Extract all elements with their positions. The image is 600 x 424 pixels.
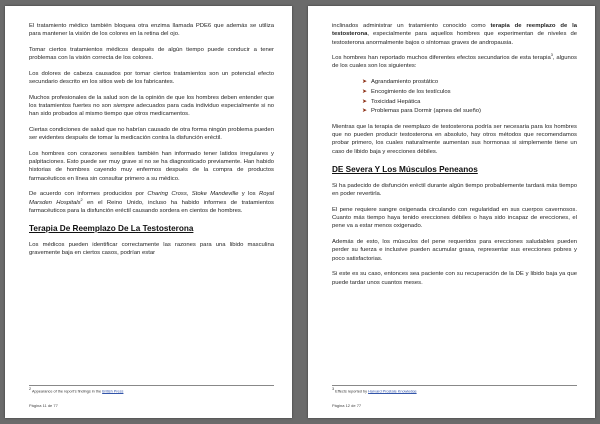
paragraph: Además de esto, los músculos del pene requeridos para erecciones saludables pueden perder su fuerza e inclusive pueden acumular grasa, representar sus erecciones pobres y poco satisfactorias. (332, 239, 577, 262)
page-right (308, 6, 595, 418)
footnote (29, 385, 274, 394)
paragraph (29, 190, 274, 215)
list-item-label: Encogimiento de los testículos (371, 88, 451, 95)
text: Muchos profesionales de la salud son de la opinión de que los hombres deben entender que los tratamientos fuertes no son (29, 94, 274, 109)
list-item-label: Toxicidad Hepática (371, 98, 421, 105)
text: inclinados administrar un tratamiento conocido como (332, 23, 491, 29)
paragraph (332, 22, 577, 47)
paragraph: Los médicos pueden identificar correctamente las razones para una libido masculina gravemente baja en ciertos casos, podrían estar (29, 242, 274, 257)
emphasis: Charing Cross, Stoke Mandeville (147, 191, 239, 198)
paragraph (29, 94, 274, 119)
section-heading: DE Severa Y Los Músculos Peneanos (332, 164, 478, 174)
arrow-bullet-icon: ➤ (362, 88, 368, 95)
section-heading: Terapia De Reemplazo De La Testosterona (29, 224, 194, 234)
text: , especialmente para aquellos hombres que experimentan de niveles de testosterona anormalmente bajos o síntomas graves de andropausia. (332, 31, 577, 46)
arrow-bullet-icon: ➤ (362, 79, 368, 86)
arrow-bullet-icon: ➤ (362, 108, 368, 115)
paragraph: Ciertas condiciones de salud que no habrían causado de otra forma ningún problema pueden ser evidentes después de tomar la medicación contra la disfunción eréctil. (29, 126, 274, 142)
list-item (362, 98, 577, 106)
paragraph: Los hombres con corazones sensibles también han informado tener latidos irregulares y palpitaciones. Esto puede ser muy grave si no se ha diagnosticado previamente. Han habido historias de hombres cayendo muy enfermos después de la compra de productos farmacéuticos en línea sin consultar primero a su médico. (29, 150, 274, 182)
text: De acuerdo con informes producidos por (29, 191, 148, 198)
emphasis: siempre (113, 102, 135, 109)
footnote-ref[interactable]: 2 (80, 197, 83, 202)
text: Los hombres han reportado muchos diferentes efectos secundarios de esta terapia (332, 55, 551, 62)
page-left-content (29, 22, 274, 265)
paragraph: Mientras que la terapia de reemplazo de testosterona podría ser necesaria para los hombres que no pueden producir testosterona en absoluto, hay otros métodos que recomendamos probar primero, los cuales naturalmente aumentan sus hormonas si simplemente tiene un caso de libido baja y erecciones débiles. (332, 123, 577, 155)
list-item (362, 88, 577, 96)
emphasis: Royal Marsden Hospitals (29, 191, 274, 206)
footnote-link[interactable]: British Press (102, 389, 124, 393)
bold-text: terapia de reemplazo de la testosterona (332, 23, 577, 38)
paragraph: El pene requiere sangre oxigenada circulando con regularidad en sus cuerpos cavernosos. Cuanto más tiempo haya tenido erecciones débiles o haya sido incapaz de erecciones, el pene va a estar menos oxigenado. (332, 206, 577, 230)
page-right-content (332, 22, 577, 294)
list-item-label: Problemas para Dormir (apnea del sueño) (371, 108, 482, 115)
footnote-link[interactable]: Harvard Prostate Knowledge (368, 389, 417, 393)
list-item (362, 107, 577, 115)
footnote-number: 2 (29, 386, 32, 391)
footnote-ref[interactable]: 3 (550, 53, 553, 58)
side-effects-list (362, 78, 577, 116)
list-item (362, 78, 577, 86)
arrow-bullet-icon: ➤ (362, 98, 368, 105)
page-left (5, 6, 292, 418)
paragraph (332, 54, 577, 71)
paragraph: Si este es su caso, entonces sea paciente con su recuperación de la DE y libido baja ya que puede tardar unos cuantos meses. (332, 271, 577, 286)
text: adecuados para cada individuo especialmente si no han sido probados al mismo tiempo que otros medicamentos. (29, 102, 275, 118)
page-number: Página 11 de 77 (29, 403, 58, 408)
paragraph: Tomar ciertos tratamientos médicos después de algún tiempo puede conducir a tener problemas con la visión correcta de los colores. (29, 46, 274, 62)
footnote-text: Effects reported by (334, 389, 369, 393)
paragraph: Los dolores de cabeza causados por tomar ciertos tratamientos son un potencial efecto secundario descrito en los sitios web de los fabricantes. (29, 70, 274, 86)
text: y los (238, 191, 259, 198)
paragraph: Si ha padecido de disfunción eréctil durante algún tiempo probablemente tardará más tiempo en poder revertirla. (332, 182, 577, 198)
list-item-label: Agrandamiento prostático (371, 79, 439, 86)
footnote-text: Appearance of the report's findings in the (31, 389, 103, 393)
text: , algunos de los cuales son los siguientes: (332, 55, 577, 70)
footnote (332, 385, 577, 394)
text: en el Reino Unido, incluso ha habido informes de tratamientos farmacéuticos para la disfunción eréctil causando sordera en cientos de hombres. (29, 199, 274, 214)
footnote-number: 3 (332, 386, 335, 391)
paragraph: El tratamiento médico también bloquea otra enzima llamada PDE6 que además se utiliza para mantener la visión de los colores en la retina del ojo. (29, 23, 274, 38)
page-number: Página 12 de 77 (332, 403, 362, 408)
